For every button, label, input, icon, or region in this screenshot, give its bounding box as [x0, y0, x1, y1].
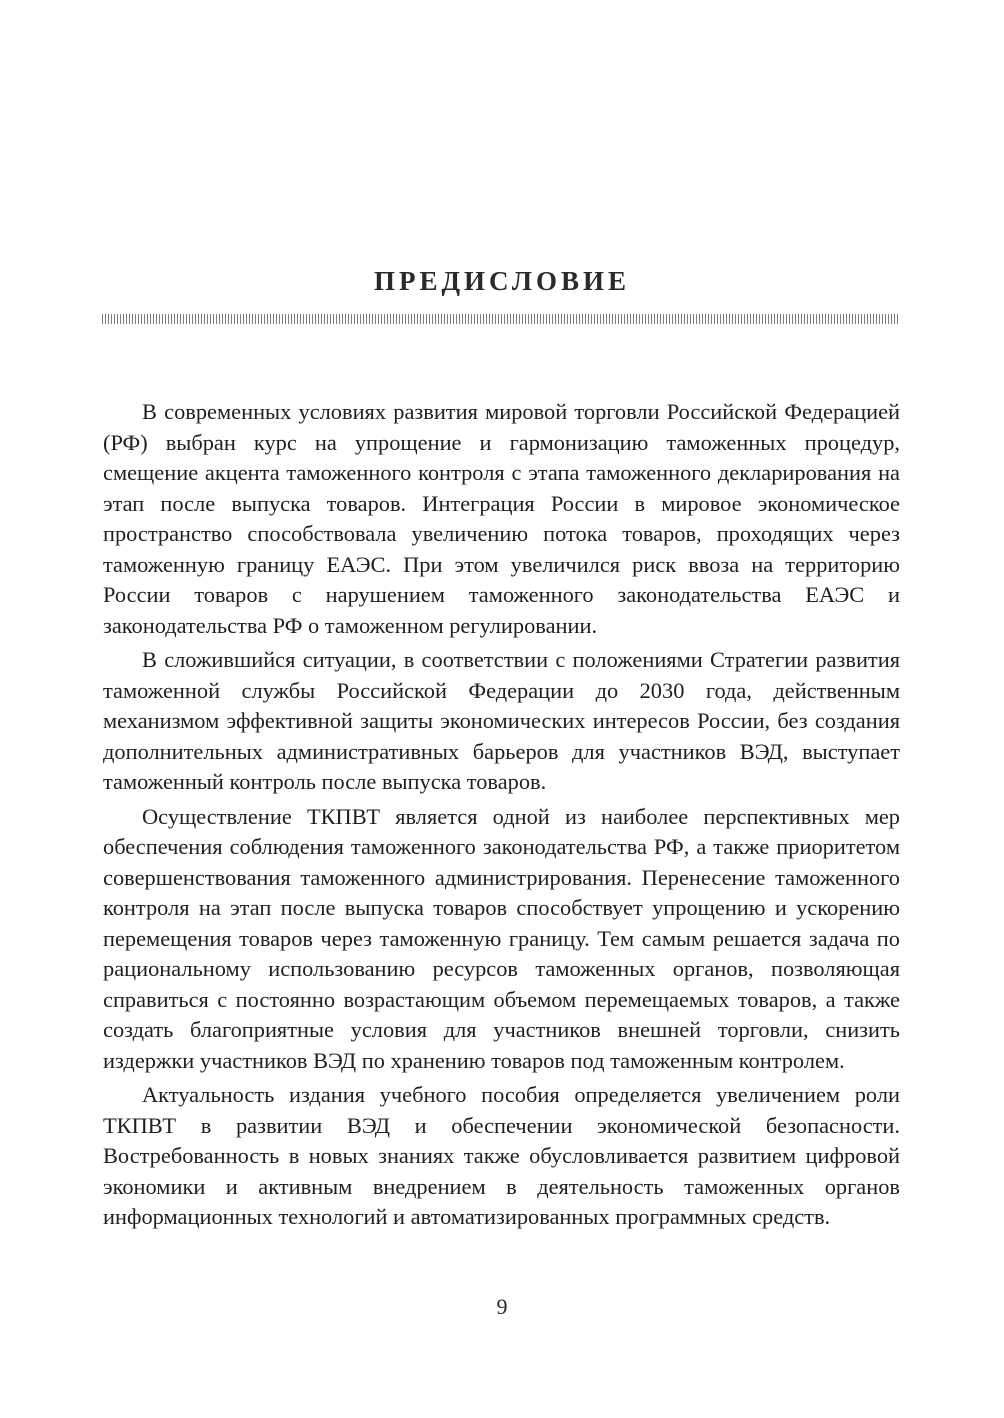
body-text [103, 397, 900, 1237]
heading-divider [102, 314, 900, 324]
page-number: 9 [496, 1294, 508, 1319]
page-title: ПРЕДИСЛОВИЕ [373, 266, 631, 296]
paragraph: В современных условиях развития мировой торговли Российской Федерацией (РФ) выбран курс на упрощение и гармонизацию таможенных процедур, смещение акцента таможенного контроля с этапа таможенного декларирования на этап после выпуска товаров. Интеграция России в мировое экономическое пространство способствовала увеличению потока товаров, проходящих через таможенную границу ЕАЭС. При этом увеличился риск ввоза на территорию России товаров с нарушением таможенного законодательства ЕАЭС и законодательства РФ о таможенном регулировании. [103, 399, 900, 638]
paragraph: Осуществление ТКПВТ является одной из наиболее перспективных мер обеспечения соблюдения таможенного законодательства РФ, а также приоритетом совершенствования таможенного администрирования. Перенесение таможенного контроля на этап после выпуска товаров способствует упрощению и ускорению перемещения товаров через таможенную границу. Тем самым решается задача по рациональному использованию ресурсов таможенных органов, позволяющая справиться с постоянно возрастающим объемом перемещаемых товаров, а также создать благоприятные условия для участников внешней торговли, снизить издержки участников ВЭД по хранению товаров под таможенным контролем. [103, 803, 900, 1073]
paragraph: Актуальность издания учебного пособия определяется увеличением роли ТКПВТ в развитии ВЭД и обеспечении экономической безопасности. Востребованность в новых знаниях также обусловливается развитием цифровой экономики и активным внедрением в деятельность таможенных органов информационных технологий и автоматизированных программных средств. [103, 1082, 900, 1229]
paragraph: В сложившийся ситуации, в соответствии с положениями Стратегии развития таможенной службы Российской Федерации до 2030 года, действенным механизмом эффективной защиты экономических интересов России, без создания дополнительных административных барьеров для участников ВЭД, выступает таможенный контроль после выпуска товаров. [103, 647, 900, 794]
